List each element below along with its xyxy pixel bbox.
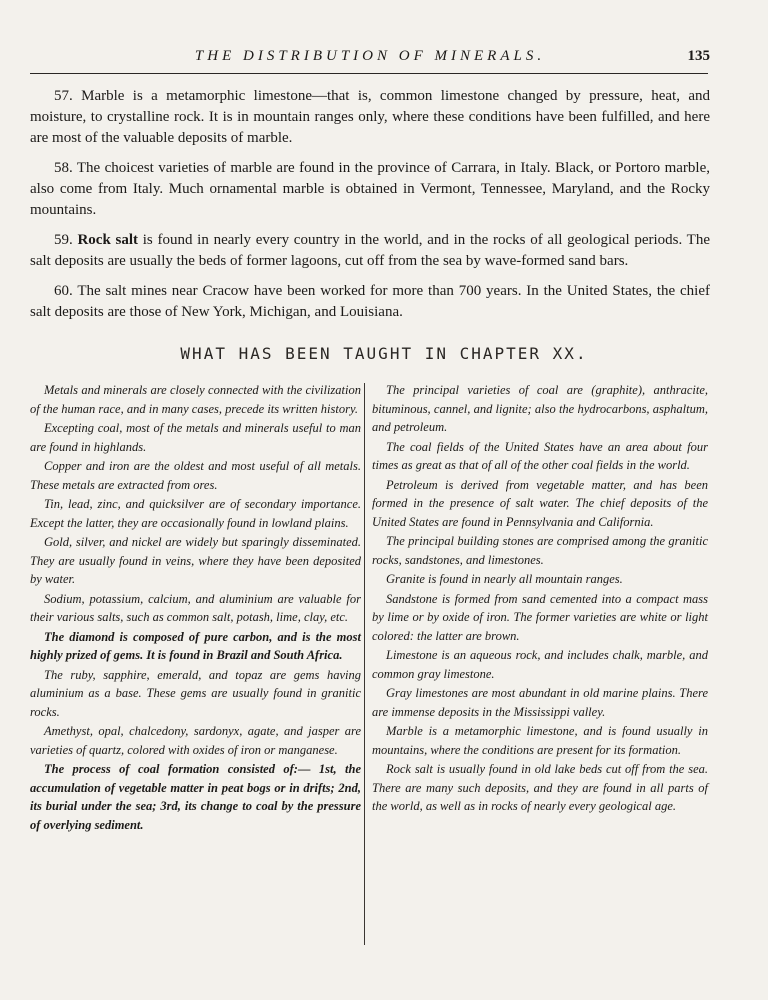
- summary-item: Metals and minerals are closely connected with the civilization of the human race, and in many cases, precede its written history.: [30, 383, 361, 416]
- summary-item: Limestone is an aqueous rock, and includes chalk, marble, and common gray limestone.: [372, 648, 708, 681]
- summary-item: Copper and iron are the oldest and most useful of all metals. These metals are extracted from ores.: [30, 459, 361, 492]
- summary-item: Petroleum is derived from vegetable matter, and has been formed in the presence of salt water. The chief deposits of the United States are found in Pennsylvania and California.: [372, 477, 708, 529]
- paragraph-58: 58. The choicest varieties of marble are found in the province of Carrara, in Italy. Black, or Portoro marble, also come from Italy. Much ornamental marble is obtained in Vermont, Tennessee, Maryland, and the Rocky mountains.: [30, 160, 710, 218]
- summary-item: Excepting coal, most of the metals and minerals useful to man are found in highlands.: [30, 421, 361, 454]
- summary-item: The diamond is composed of pure carbon, and is the most highly prized of gems. It is found in Brazil and South Africa.: [30, 629, 361, 662]
- summary-item: The ruby, sapphire, emerald, and topaz are gems having aluminium as a base. These gems are usually found in granitic rocks.: [30, 667, 361, 719]
- summary-right-column: [372, 381, 708, 817]
- summary-item: Amethyst, opal, chalcedony, sardonyx, agate, and jasper are varieties of quartz, colored with oxides of iron or manganese.: [30, 724, 361, 757]
- section-heading: WHAT HAS BEEN TAUGHT IN CHAPTER XX.: [180, 344, 588, 363]
- summary-item: The process of coal formation consisted of:— 1st, the accumulation of vegetable matter in peat bogs or in drifts; 2nd, its burial under the sea; 3rd, its change to coal by the pressure of overlying sediment.: [30, 762, 361, 832]
- summary-item: Tin, lead, zinc, and quicksilver are of secondary importance. Except the latter, they are occasionally found in lowland plains.: [30, 497, 361, 530]
- column-divider: [364, 383, 365, 945]
- paragraph-57: 57. Marble is a metamorphic limestone—that is, common limestone changed by pressure, heat, and moisture, to crystalline rock. It is in mountain ranges only, where these conditions have been fulfilled, and here are most of the valuable deposits of marble.: [30, 88, 710, 146]
- summary-item: The principal building stones are comprised among the granitic rocks, sandstones, and limestones.: [372, 534, 708, 567]
- body-text: [30, 86, 710, 332]
- paragraph-59: [30, 230, 710, 272]
- page-number: 135: [687, 48, 710, 64]
- paragraph-59-number: 59.: [54, 232, 73, 248]
- summary-item: Sodium, potassium, calcium, and aluminium are valuable for their various salts, such as common salt, potash, lime, clay, etc.: [30, 591, 361, 624]
- running-head: [30, 46, 710, 72]
- paragraph-59-text: is found in nearly every country in the world, and in the rocks of all geological periods. The salt deposits are usually the beds of former lagoons, cut off from the sea by wave-formed sand bars.: [30, 232, 711, 269]
- summary-left-column: [30, 381, 361, 835]
- summary-item: Granite is found in nearly all mountain ranges.: [386, 572, 623, 586]
- term-rock-salt: Rock salt: [77, 232, 139, 248]
- summary-item: The principal varieties of coal are (graphite), anthracite, bituminous, cannel, and lignite; also the hydrocarbons, asphaltum, and petroleum.: [372, 383, 708, 434]
- summary-item: The coal fields of the United States have an area about four times as great as that of all of the other coal fields in the world.: [372, 439, 708, 472]
- summary-item: Gold, silver, and nickel are widely but sparingly disseminated. They are usually found in veins, where they have been deposited by water.: [30, 535, 361, 586]
- summary-item: Rock salt is usually found in old lake beds cut off from the sea. There are many such deposits, and they are found in all parts of the world, as well as in rocks of nearly every geological age.: [372, 762, 708, 813]
- summary-item: Marble is a metamorphic limestone, and is found usually in mountains, where the conditions are present for its formation.: [372, 724, 708, 757]
- summary-item: Gray limestones are most abundant in old marine plains. There are immense deposits in the Mississippi valley.: [372, 686, 708, 719]
- header-rule: [30, 73, 708, 74]
- paragraph-60: 60. The salt mines near Cracow have been worked for more than 700 years. In the United States, the chief salt deposits are those of New York, Michigan, and Louisiana.: [30, 283, 710, 320]
- running-title: THE DISTRIBUTION OF MINERALS.: [194, 48, 546, 64]
- summary-item: Sandstone is formed from sand cemented into a compact mass by lime or by oxide of iron. The former varieties are white or light colored: the latter are brown.: [372, 591, 708, 643]
